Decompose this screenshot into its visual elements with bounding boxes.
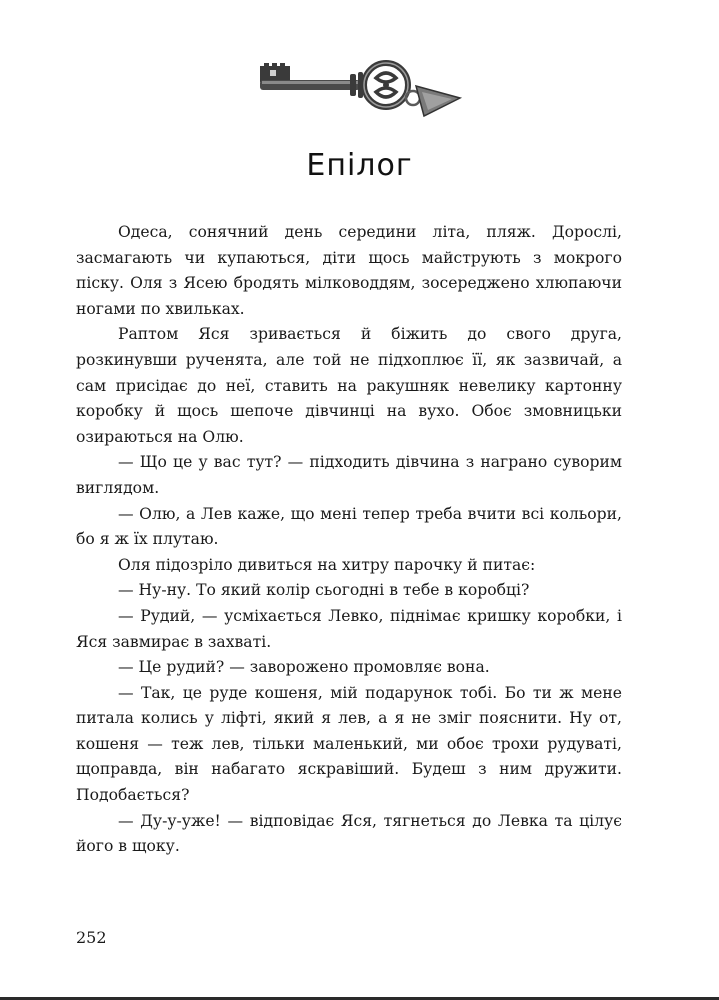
paragraph: — Що це у вас тут? — підходить дівчина з награно суворим виглядом.	[76, 453, 622, 497]
key-icon	[258, 58, 463, 120]
chapter-body	[76, 220, 622, 860]
chapter-title: Епілог	[306, 148, 413, 183]
paragraph: Оля підозріло дивиться на хитру парочку й питає:	[118, 555, 536, 574]
paragraph: — Олю, а Лев каже, що мені тепер треба вчити всі кольори, бо я ж їх плутаю.	[76, 504, 622, 549]
paragraph: — Рудий, — усміхається Левко, піднімає кришку коробки, і Яся завмирає в захваті.	[76, 606, 622, 651]
paragraph: — Так, це руде кошеня, мій подарунок тобі. Бо ти ж мене питала колись у ліфті, який я лев, а я не зміг пояснити. Ну от, кошеня — теж лев, тільки маленький, ми обоє трохи рудуваті, щоправда, він набагато яскравіший. Будеш з ним дружити. Подобається?	[76, 683, 622, 805]
paragraph: — Ду-у-уже! — відповідає Яся, тягнеться до Левка та цілує його в щоку.	[76, 811, 622, 856]
page-number: 252	[76, 928, 107, 947]
paragraph: Одеса, сонячний день середини літа, пляж. Дорослі, засмагають чи купаються, діти щось майструють з мокрого піску. Оля з Ясею бродять мілководдям, зосереджено хлюпаючи ногами по хвильках.	[76, 223, 622, 318]
paragraph: Раптом Яся зривається й біжить до свого друга, розкинувши рученята, але той не підхоплює її, як зазвичай, а сам присідає до неї, ставить на ракушняк невелику картонну коробку й щось шепоче дівчинці на вухо. Обоє змовницьки озираються на Олю.	[76, 325, 622, 446]
paragraph: — Ну-ну. То який колір сьогодні в тебе в коробці?	[118, 581, 530, 600]
paragraph: — Це рудий? — заворожено промовляє вона.	[118, 658, 490, 677]
